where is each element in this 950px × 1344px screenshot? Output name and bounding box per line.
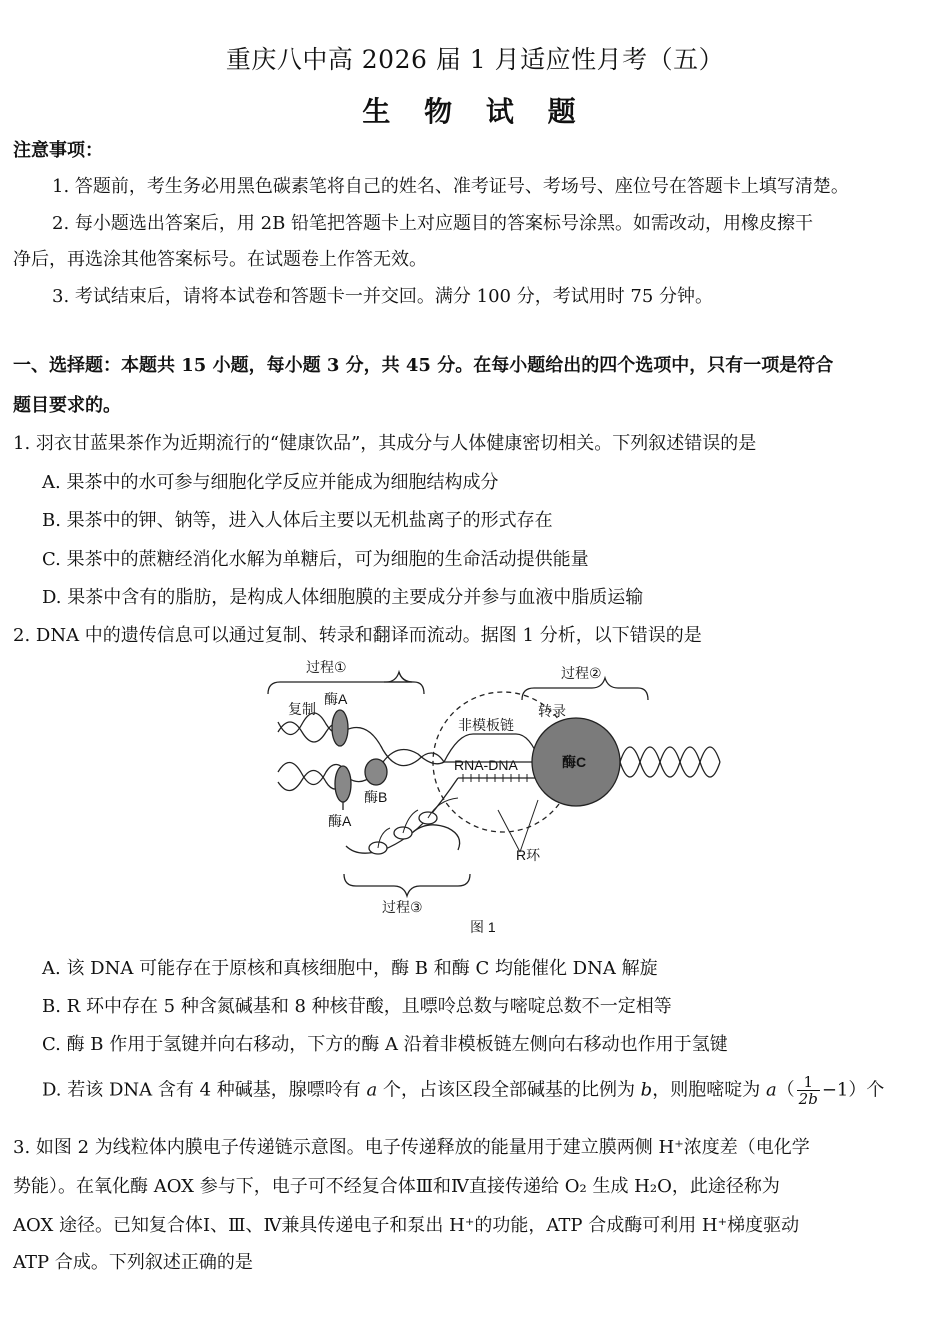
note-1: 1. 答题前，考生务必用黑色碳素笔将自己的姓名、准考证号、考场号、座位号在答题卡上填写清楚。 [52,176,849,197]
fraction-num: 1 [797,1074,820,1091]
q1-option-d: D. 果茶中含有的脂肪，是构成人体细胞膜的主要成分并参与血液中脂质运输 [42,587,644,608]
note-2b: 净后，再选涂其他答案标号。在试题卷上作答无效。 [13,249,427,270]
fraction-den: 2b [798,1090,818,1108]
var-b: b [640,1079,653,1101]
q3-line-3: AOX 途径。已知复合体Ⅰ、Ⅲ、Ⅳ兼具传递电子和泵出 H⁺的功能，ATP 合成酶可利用 H⁺梯度驱动 [13,1215,800,1236]
non-template-label: 非模板链 [458,717,514,733]
note-3: 3. 考试结束后，请将本试卷和答题卡一并交回。满分 100 分，考试用时 75 分钟。 [52,286,714,307]
enzyme-a-top-label: 酶A [324,691,348,707]
q1-option-b: B. 果茶中的钾、钠等，进入人体后主要以无机盐离子的形式存在 [42,510,553,531]
rna-dna-label: RNA-DNA [454,757,518,773]
enzyme-c-label: 酶C [562,754,587,770]
q2-option-c: C. 酶 B 作用于氢键并向右移动，下方的酶 A 沿着非模板链左侧向右移动也作用于氢键 [42,1034,728,1055]
q1-option-c: C. 果茶中的蔗糖经消化水解为单糖后，可为细胞的生命活动提供能量 [42,549,589,570]
exam-title: 重庆八中高 2026 届 1 月适应性月考（五） [225,45,725,74]
q1-option-a: A. 果茶中的水可参与细胞化学反应并能成为细胞结构成分 [42,472,499,493]
q2-option-a: A. 该 DNA 可能存在于原核和真核细胞中，酶 B 和酶 C 均能催化 DNA 解旋 [42,958,658,979]
r-loop-label: R环 [516,847,541,863]
note-2a: 2. 每小题选出答案后，用 2B 铅笔把答题卡上对应题目的答案标号涂黑。如需改动，用橡皮擦干 [52,213,814,234]
process3-label: 过程③ [382,899,423,915]
q3-line-4: ATP 合成。下列叙述正确的是 [13,1252,253,1273]
q2-d-open: （ [776,1079,795,1101]
enzyme-a-top [332,710,348,746]
fraction [797,1074,820,1107]
q2-stem: 2. DNA 中的遗传信息可以通过复制、转录和翻译而流动。据图 1 分析，以下错误的是 [13,625,702,646]
q2-option-d [42,1074,884,1107]
q2-d-mid2: ，则胞嘧啶为 [652,1079,766,1101]
q2-d-mid: 个，占该区段全部碱基的比例为 [377,1079,641,1101]
process1-label: 过程① [306,659,347,675]
var-a: a [366,1079,378,1101]
figure-caption: 图 1 [470,919,496,935]
enzyme-b [365,759,387,785]
q2-option-b: B. R 环中存在 5 种含氮碱基和 8 种核苷酸，且嘌呤总数与嘧啶总数不一定相等 [42,996,672,1017]
q1-stem: 1. 羽衣甘蓝果茶作为近期流行的“健康饮品”，其成分与人体健康密切相关。下列叙述错误的是 [13,433,757,454]
var-a2: a [765,1079,777,1101]
section-heading-cont: 题目要求的。 [13,395,121,416]
enzyme-a-bottom-label: 酶A [328,813,352,829]
q2-d-pre: D. 若该 DNA 含有 4 种碱基，腺嘌呤有 [42,1079,367,1101]
dna-figure [258,650,738,940]
replication-label: 复制 [288,701,316,717]
section-heading: 一、选择题：本题共 15 小题，每小题 3 分，共 45 分。在每小题给出的四个选项中，只有一项是符合 [13,355,834,376]
enzyme-a-bottom [335,766,351,802]
process2-label: 过程② [561,665,602,681]
q3-line-2: 势能）。在氧化酶 AOX 参与下，电子可不经复合体Ⅲ和Ⅳ直接传递给 O₂ 生成 H₂O，此途径称为 [13,1176,780,1197]
transcription-label: 转录 [538,703,566,719]
notes-heading: 注意事项： [13,140,103,161]
process3-bracket [344,874,470,896]
enzyme-b-label: 酶B [364,789,388,805]
exam-subtitle: 生 物 试 题 [362,95,588,128]
q2-d-close: −1）个 [821,1079,885,1101]
q3-line-1: 3. 如图 2 为线粒体内膜电子传递链示意图。电子传递释放的能量用于建立膜两侧 H⁺浓度差（电化学 [13,1137,810,1158]
process2-bracket [522,678,648,700]
